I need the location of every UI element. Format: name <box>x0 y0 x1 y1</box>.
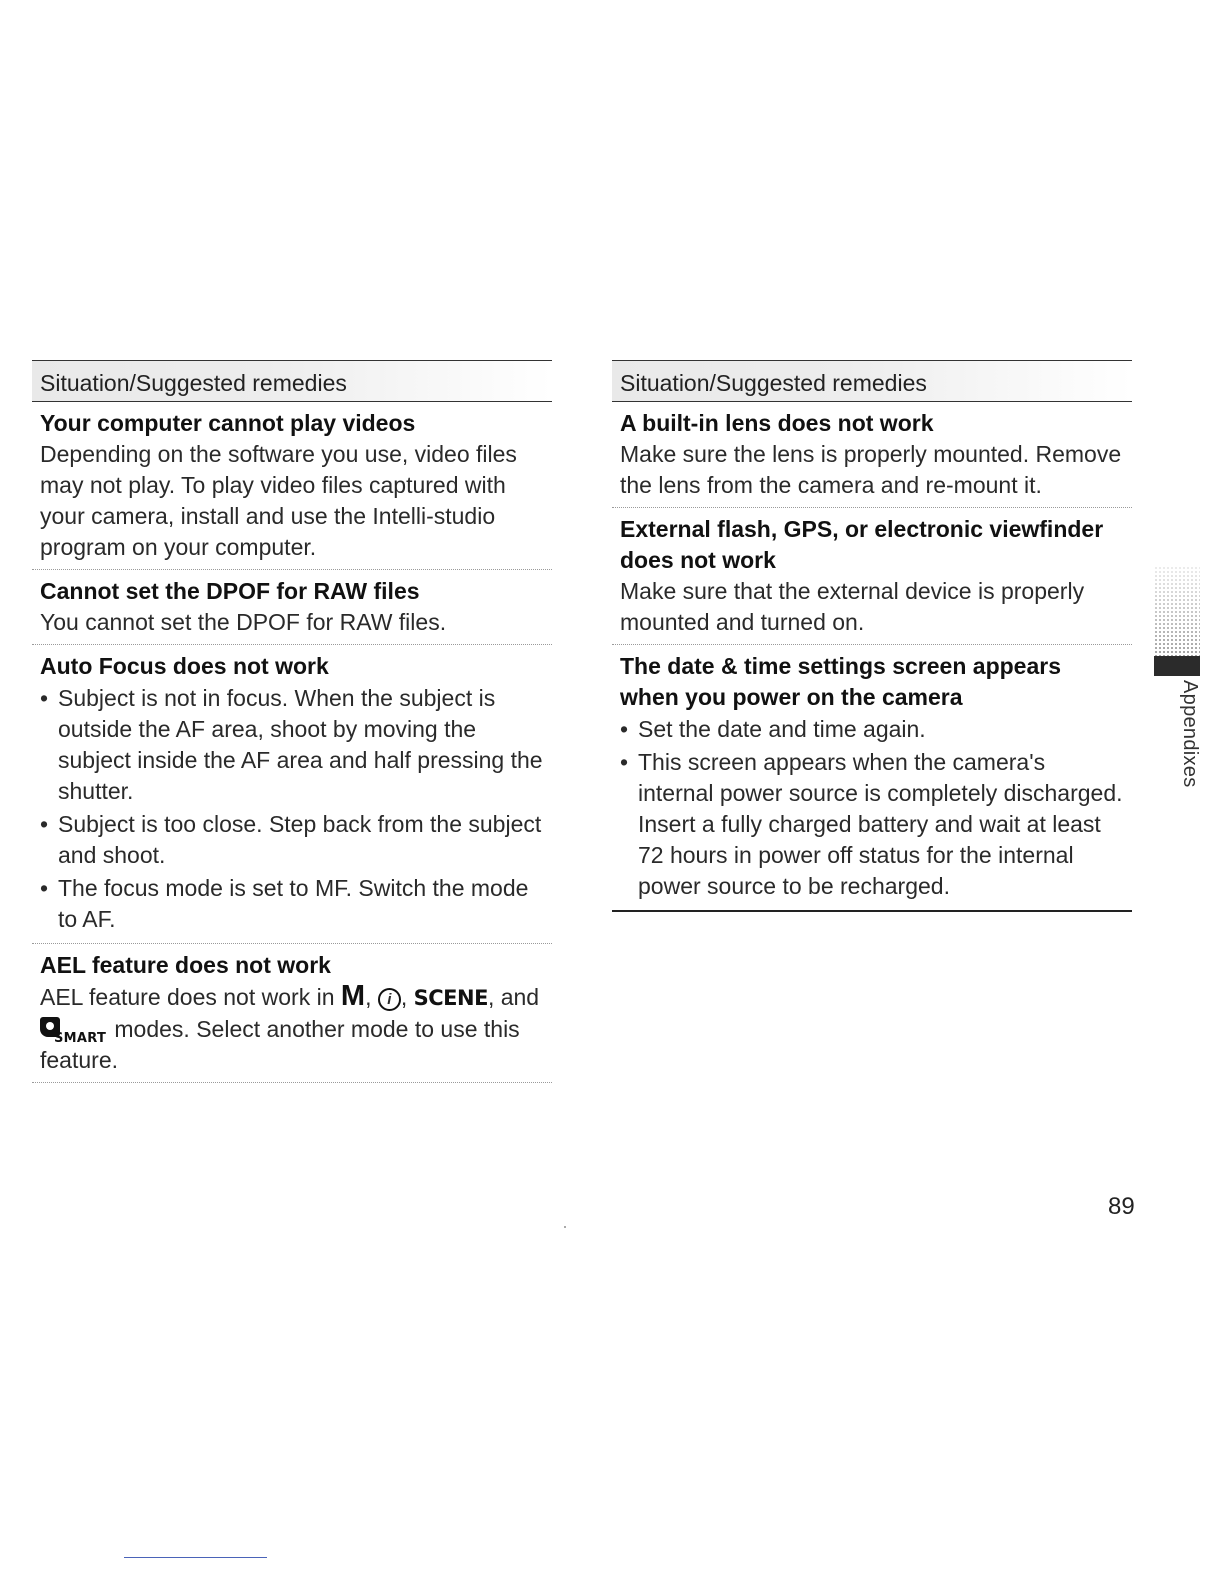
entry-auto-focus <box>32 645 552 944</box>
manual-mode-icon: M <box>340 980 366 1012</box>
entry-body: Make sure that the external device is properly mounted and turned on. <box>620 578 1085 635</box>
entry-title: Auto Focus does not work <box>40 653 329 679</box>
footer-rule <box>124 1557 267 1558</box>
entry-external-device <box>612 508 1132 645</box>
entry-title: The date & time settings screen appears when you power on the camera <box>620 653 1061 710</box>
entry-title: External flash, GPS, or electronic viewfinder does not work <box>620 516 1104 573</box>
list-item: • This screen appears when the camera's internal power source is completely discharged. Insert a fully charged battery and wait at least 72 hours in power off status for the internal power source to be recharged. <box>620 747 1124 902</box>
bullet-list <box>40 683 544 935</box>
scene-mode-icon: SCENE <box>413 986 488 1010</box>
intelligent-mode-icon: i <box>378 988 401 1011</box>
entry-title: AEL feature does not work <box>40 952 331 978</box>
ael-text-and: and <box>500 984 540 1010</box>
troubleshooting-table-left <box>32 360 552 1083</box>
list-item: • Subject is too close. Step back from the subject and shoot. <box>40 809 544 871</box>
scan-speck <box>564 1226 566 1228</box>
bullet-list <box>620 714 1124 902</box>
page-number: 89 <box>1108 1193 1135 1220</box>
entry-body: Make sure the lens is properly mounted. Remove the lens from the camera and re-mount it. <box>620 441 1122 498</box>
ael-text-before: AEL feature does not work in <box>40 984 335 1010</box>
entry-ael <box>32 944 552 1083</box>
entry-date-time <box>612 645 1132 912</box>
chapter-tab-marker <box>1154 656 1200 676</box>
table-header: Situation/Suggested remedies <box>612 360 1132 402</box>
entry-computer-videos <box>32 402 552 570</box>
entry-body: AEL feature does not work in M, i , SCENE, and SMART modes. Select another mode to use this feature. <box>40 980 540 1073</box>
chapter-label: Appendixes <box>1179 680 1201 788</box>
list-item: • Set the date and time again. <box>620 714 1124 745</box>
chapter-tab <box>1154 566 1200 676</box>
troubleshooting-table-right <box>612 360 1132 912</box>
entry-title: Cannot set the DPOF for RAW files <box>40 578 420 604</box>
table-header: Situation/Suggested remedies <box>32 360 552 402</box>
smart-mode-label: SMART <box>54 1031 107 1046</box>
list-item: • Subject is not in focus. When the subject is outside the AF area, shoot by moving the subject inside the AF area and half pressing the shutter. <box>40 683 544 807</box>
chapter-tab-pattern <box>1154 566 1200 656</box>
entry-title: Your computer cannot play videos <box>40 410 416 436</box>
entry-body: You cannot set the DPOF for RAW files. <box>40 609 447 635</box>
entry-dpof-raw <box>32 570 552 645</box>
entry-title: A built-in lens does not work <box>620 410 934 436</box>
ael-text-after: modes. Select another mode to use this feature. <box>40 1016 520 1073</box>
smart-mode-icon <box>40 1016 108 1046</box>
entry-lens <box>612 402 1132 508</box>
list-item: • The focus mode is set to MF. Switch the mode to AF. <box>40 873 544 935</box>
entry-body: Depending on the software you use, video files may not play. To play video files captured with your camera, install and use the Intelli-studio program on your computer. <box>40 441 517 560</box>
